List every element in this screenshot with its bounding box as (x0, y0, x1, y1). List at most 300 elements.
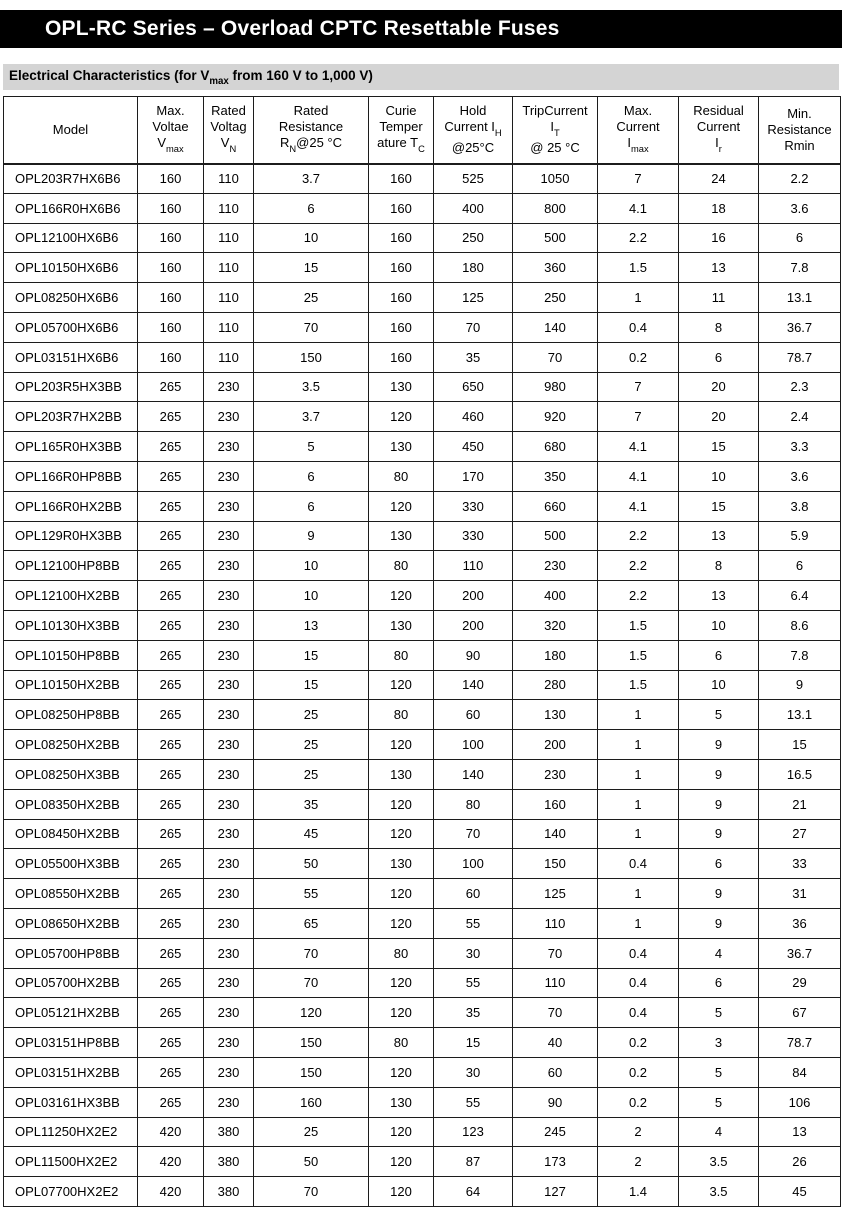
column-header-max-current: Max. Current $I_{max}$ (598, 97, 679, 164)
cell-min-resistance: 6 (759, 223, 841, 253)
cell-residual-current: 3.5 (679, 1147, 759, 1177)
cell-min-resistance: 6 (759, 551, 841, 581)
cell-model: OPL203R7HX2BB (4, 402, 138, 432)
cell-hold-current: 55 (434, 1087, 513, 1117)
cell-residual-current: 5 (679, 1087, 759, 1117)
cell-curie-temperature: 80 (369, 461, 434, 491)
cell-model: OPL08250HX6B6 (4, 283, 138, 313)
table-row (4, 670, 841, 700)
cell-max-current: 1 (598, 908, 679, 938)
cell-max-current: 2.2 (598, 551, 679, 581)
cell-model: OPL12100HP8BB (4, 551, 138, 581)
table-row (4, 1117, 841, 1147)
cell-rated-resistance: 25 (254, 283, 369, 313)
cell-hold-current: 60 (434, 700, 513, 730)
cell-curie-temperature: 160 (369, 253, 434, 283)
cell-rated-voltage: 230 (204, 849, 254, 879)
cell-curie-temperature: 130 (369, 610, 434, 640)
cell-max-current: 2.2 (598, 223, 679, 253)
column-header-rated-resistance: Rated Resistance $R_N@25$ °C (254, 97, 369, 164)
cell-residual-current: 8 (679, 551, 759, 581)
cell-rated-voltage: 230 (204, 879, 254, 909)
cell-residual-current: 9 (679, 730, 759, 760)
cell-model: OPL03161HX3BB (4, 1087, 138, 1117)
cell-rated-resistance: 10 (254, 551, 369, 581)
cell-max-current: 2 (598, 1147, 679, 1177)
cell-max-current: 4.1 (598, 432, 679, 462)
cell-curie-temperature: 80 (369, 1028, 434, 1058)
table-row (4, 819, 841, 849)
cell-residual-current: 6 (679, 640, 759, 670)
cell-rated-resistance: 6 (254, 461, 369, 491)
cell-curie-temperature: 120 (369, 908, 434, 938)
cell-curie-temperature: 130 (369, 372, 434, 402)
cell-residual-current: 6 (679, 342, 759, 372)
cell-min-resistance: 78.7 (759, 342, 841, 372)
cell-model: OPL203R7HX6B6 (4, 164, 138, 194)
cell-rated-resistance: 150 (254, 1028, 369, 1058)
cell-trip-current: 920 (513, 402, 598, 432)
cell-model: OPL10150HX6B6 (4, 253, 138, 283)
cell-curie-temperature: 80 (369, 938, 434, 968)
cell-residual-current: 8 (679, 312, 759, 342)
cell-hold-current: 200 (434, 581, 513, 611)
cell-min-resistance: 67 (759, 998, 841, 1028)
table-row (4, 581, 841, 611)
cell-hold-current: 330 (434, 521, 513, 551)
cell-min-resistance: 78.7 (759, 1028, 841, 1058)
cell-max-current: 4.1 (598, 193, 679, 223)
cell-curie-temperature: 120 (369, 1147, 434, 1177)
cell-max-current: 2.2 (598, 521, 679, 551)
cell-max-voltage: 160 (138, 223, 204, 253)
cell-rated-resistance: 5 (254, 432, 369, 462)
cell-trip-current: 140 (513, 819, 598, 849)
cell-min-resistance: 2.4 (759, 402, 841, 432)
cell-rated-voltage: 230 (204, 1028, 254, 1058)
cell-curie-temperature: 80 (369, 640, 434, 670)
cell-curie-temperature: 120 (369, 968, 434, 998)
cell-curie-temperature: 120 (369, 789, 434, 819)
table-row (4, 1177, 841, 1207)
cell-curie-temperature: 160 (369, 193, 434, 223)
cell-rated-voltage: 230 (204, 670, 254, 700)
cell-rated-voltage: 380 (204, 1147, 254, 1177)
cell-hold-current: 80 (434, 789, 513, 819)
table-row (4, 998, 841, 1028)
cell-model: OPL11500HX2E2 (4, 1147, 138, 1177)
cell-min-resistance: 27 (759, 819, 841, 849)
cell-residual-current: 4 (679, 938, 759, 968)
table-row (4, 432, 841, 462)
cell-max-current: 1 (598, 759, 679, 789)
cell-hold-current: 650 (434, 372, 513, 402)
cell-curie-temperature: 130 (369, 849, 434, 879)
cell-min-resistance: 6.4 (759, 581, 841, 611)
table-row (4, 223, 841, 253)
table-row (4, 730, 841, 760)
cell-max-voltage: 265 (138, 700, 204, 730)
cell-residual-current: 4 (679, 1117, 759, 1147)
cell-max-current: 4.1 (598, 491, 679, 521)
cell-hold-current: 100 (434, 730, 513, 760)
column-header-curie-temperature: Curie Temper ature $T_C$ (369, 97, 434, 164)
table-row (4, 521, 841, 551)
cell-trip-current: 40 (513, 1028, 598, 1058)
cell-model: OPL03151HX2BB (4, 1057, 138, 1087)
cell-min-resistance: 31 (759, 879, 841, 909)
cell-max-voltage: 265 (138, 1057, 204, 1087)
cell-model: OPL08250HP8BB (4, 700, 138, 730)
cell-rated-resistance: 25 (254, 730, 369, 760)
table-body (4, 164, 841, 1207)
cell-hold-current: 330 (434, 491, 513, 521)
cell-trip-current: 280 (513, 670, 598, 700)
cell-model: OPL166R0HX6B6 (4, 193, 138, 223)
cell-rated-resistance: 3.5 (254, 372, 369, 402)
table-row (4, 193, 841, 223)
page-title: OPL-RC Series – Overload CPTC Resettable Fuses (45, 17, 560, 40)
cell-rated-voltage: 230 (204, 819, 254, 849)
cell-max-voltage: 160 (138, 253, 204, 283)
cell-hold-current: 180 (434, 253, 513, 283)
cell-rated-resistance: 25 (254, 1117, 369, 1147)
cell-model: OPL10150HP8BB (4, 640, 138, 670)
cell-min-resistance: 36.7 (759, 938, 841, 968)
cell-rated-voltage: 230 (204, 581, 254, 611)
cell-max-voltage: 160 (138, 342, 204, 372)
cell-rated-resistance: 45 (254, 819, 369, 849)
cell-rated-resistance: 9 (254, 521, 369, 551)
cell-rated-voltage: 110 (204, 164, 254, 194)
cell-max-current: 1 (598, 879, 679, 909)
cell-min-resistance: 5.9 (759, 521, 841, 551)
cell-rated-resistance: 3.7 (254, 164, 369, 194)
cell-trip-current: 400 (513, 581, 598, 611)
table-row (4, 938, 841, 968)
cell-rated-voltage: 230 (204, 640, 254, 670)
table-row (4, 700, 841, 730)
cell-max-current: 0.4 (598, 312, 679, 342)
cell-max-voltage: 265 (138, 968, 204, 998)
section-heading: Electrical Characteristics (for $V_{max}$ from 160 V to 1,000 V) (9, 67, 373, 88)
cell-hold-current: 55 (434, 908, 513, 938)
cell-rated-voltage: 110 (204, 223, 254, 253)
cell-max-current: 1.4 (598, 1177, 679, 1207)
cell-rated-voltage: 380 (204, 1177, 254, 1207)
column-header-min-resistance: Min. Resistance Rmin (759, 97, 841, 164)
cell-curie-temperature: 80 (369, 700, 434, 730)
cell-rated-voltage: 230 (204, 461, 254, 491)
cell-rated-resistance: 70 (254, 938, 369, 968)
cell-residual-current: 10 (679, 670, 759, 700)
cell-trip-current: 320 (513, 610, 598, 640)
cell-max-current: 1 (598, 283, 679, 313)
cell-residual-current: 13 (679, 521, 759, 551)
cell-residual-current: 9 (679, 879, 759, 909)
cell-hold-current: 35 (434, 998, 513, 1028)
cell-trip-current: 150 (513, 849, 598, 879)
cell-curie-temperature: 120 (369, 819, 434, 849)
cell-max-current: 4.1 (598, 461, 679, 491)
table-row (4, 402, 841, 432)
cell-model: OPL03151HX6B6 (4, 342, 138, 372)
cell-max-current: 0.2 (598, 1057, 679, 1087)
table-row (4, 1147, 841, 1177)
electrical-characteristics-table (3, 96, 841, 1207)
cell-model: OPL08350HX2BB (4, 789, 138, 819)
cell-curie-temperature: 80 (369, 551, 434, 581)
cell-rated-resistance: 25 (254, 700, 369, 730)
cell-residual-current: 9 (679, 908, 759, 938)
cell-model: OPL08250HX3BB (4, 759, 138, 789)
cell-max-voltage: 265 (138, 372, 204, 402)
cell-curie-temperature: 160 (369, 283, 434, 313)
cell-curie-temperature: 160 (369, 342, 434, 372)
cell-curie-temperature: 130 (369, 1087, 434, 1117)
cell-hold-current: 87 (434, 1147, 513, 1177)
cell-curie-temperature: 120 (369, 998, 434, 1028)
cell-rated-voltage: 110 (204, 283, 254, 313)
cell-curie-temperature: 120 (369, 491, 434, 521)
cell-max-current: 7 (598, 402, 679, 432)
cell-min-resistance: 3.6 (759, 461, 841, 491)
cell-rated-resistance: 65 (254, 908, 369, 938)
cell-model: OPL08650HX2BB (4, 908, 138, 938)
cell-rated-voltage: 110 (204, 193, 254, 223)
cell-rated-resistance: 6 (254, 491, 369, 521)
cell-trip-current: 130 (513, 700, 598, 730)
cell-rated-resistance: 150 (254, 342, 369, 372)
cell-hold-current: 200 (434, 610, 513, 640)
cell-trip-current: 230 (513, 551, 598, 581)
cell-max-voltage: 265 (138, 402, 204, 432)
cell-model: OPL08250HX2BB (4, 730, 138, 760)
cell-rated-resistance: 120 (254, 998, 369, 1028)
cell-hold-current: 170 (434, 461, 513, 491)
table-row (4, 849, 841, 879)
cell-rated-resistance: 150 (254, 1057, 369, 1087)
cell-curie-temperature: 120 (369, 1057, 434, 1087)
cell-curie-temperature: 130 (369, 521, 434, 551)
cell-hold-current: 400 (434, 193, 513, 223)
cell-rated-resistance: 15 (254, 253, 369, 283)
cell-trip-current: 90 (513, 1087, 598, 1117)
cell-rated-voltage: 230 (204, 759, 254, 789)
cell-hold-current: 60 (434, 879, 513, 909)
cell-residual-current: 18 (679, 193, 759, 223)
cell-max-voltage: 265 (138, 1028, 204, 1058)
cell-max-voltage: 265 (138, 1087, 204, 1117)
cell-rated-voltage: 230 (204, 372, 254, 402)
cell-model: OPL05700HX6B6 (4, 312, 138, 342)
cell-trip-current: 500 (513, 223, 598, 253)
cell-residual-current: 10 (679, 610, 759, 640)
cell-residual-current: 5 (679, 1057, 759, 1087)
cell-rated-voltage: 230 (204, 402, 254, 432)
cell-max-voltage: 160 (138, 164, 204, 194)
cell-min-resistance: 3.8 (759, 491, 841, 521)
cell-residual-current: 9 (679, 759, 759, 789)
table-row (4, 908, 841, 938)
cell-hold-current: 70 (434, 819, 513, 849)
table-row (4, 1028, 841, 1058)
cell-residual-current: 20 (679, 402, 759, 432)
table-row (4, 283, 841, 313)
cell-model: OPL166R0HX2BB (4, 491, 138, 521)
cell-residual-current: 9 (679, 819, 759, 849)
table-row (4, 1057, 841, 1087)
cell-rated-voltage: 380 (204, 1117, 254, 1147)
cell-rated-resistance: 70 (254, 968, 369, 998)
cell-trip-current: 360 (513, 253, 598, 283)
cell-hold-current: 125 (434, 283, 513, 313)
cell-hold-current: 64 (434, 1177, 513, 1207)
cell-rated-voltage: 230 (204, 432, 254, 462)
table-row (4, 372, 841, 402)
cell-rated-voltage: 110 (204, 253, 254, 283)
cell-residual-current: 20 (679, 372, 759, 402)
cell-rated-voltage: 230 (204, 551, 254, 581)
cell-max-current: 0.2 (598, 342, 679, 372)
cell-rated-voltage: 110 (204, 342, 254, 372)
column-header-hold-current: Hold Current $I_H$ @25°C (434, 97, 513, 164)
cell-trip-current: 200 (513, 730, 598, 760)
cell-max-voltage: 265 (138, 610, 204, 640)
cell-max-voltage: 265 (138, 640, 204, 670)
cell-min-resistance: 13 (759, 1117, 841, 1147)
cell-min-resistance: 2.2 (759, 164, 841, 194)
cell-max-voltage: 265 (138, 730, 204, 760)
cell-min-resistance: 84 (759, 1057, 841, 1087)
cell-curie-temperature: 120 (369, 581, 434, 611)
cell-model: OPL03151HP8BB (4, 1028, 138, 1058)
cell-rated-resistance: 25 (254, 759, 369, 789)
cell-min-resistance: 2.3 (759, 372, 841, 402)
cell-rated-voltage: 230 (204, 938, 254, 968)
cell-trip-current: 800 (513, 193, 598, 223)
cell-residual-current: 15 (679, 432, 759, 462)
table-row (4, 164, 841, 194)
cell-curie-temperature: 160 (369, 223, 434, 253)
table-row (4, 342, 841, 372)
cell-hold-current: 35 (434, 342, 513, 372)
cell-max-voltage: 265 (138, 432, 204, 462)
cell-max-voltage: 265 (138, 908, 204, 938)
cell-model: OPL08450HX2BB (4, 819, 138, 849)
table-row (4, 253, 841, 283)
cell-max-voltage: 265 (138, 461, 204, 491)
table-row (4, 312, 841, 342)
table-header-row (4, 97, 841, 164)
cell-max-current: 2.2 (598, 581, 679, 611)
cell-max-voltage: 265 (138, 789, 204, 819)
cell-max-current: 0.4 (598, 998, 679, 1028)
cell-min-resistance: 26 (759, 1147, 841, 1177)
cell-curie-temperature: 160 (369, 312, 434, 342)
cell-max-current: 1 (598, 730, 679, 760)
cell-min-resistance: 7.8 (759, 640, 841, 670)
cell-curie-temperature: 130 (369, 759, 434, 789)
cell-curie-temperature: 120 (369, 1117, 434, 1147)
cell-residual-current: 15 (679, 491, 759, 521)
cell-max-voltage: 420 (138, 1177, 204, 1207)
cell-trip-current: 140 (513, 312, 598, 342)
cell-trip-current: 230 (513, 759, 598, 789)
cell-model: OPL11250HX2E2 (4, 1117, 138, 1147)
cell-trip-current: 173 (513, 1147, 598, 1177)
cell-residual-current: 6 (679, 968, 759, 998)
cell-min-resistance: 36.7 (759, 312, 841, 342)
cell-model: OPL203R5HX3BB (4, 372, 138, 402)
cell-max-current: 0.2 (598, 1028, 679, 1058)
cell-max-voltage: 265 (138, 551, 204, 581)
cell-rated-voltage: 230 (204, 908, 254, 938)
cell-rated-voltage: 230 (204, 610, 254, 640)
cell-residual-current: 10 (679, 461, 759, 491)
cell-max-current: 1 (598, 819, 679, 849)
cell-curie-temperature: 160 (369, 164, 434, 194)
table-row (4, 610, 841, 640)
cell-rated-voltage: 230 (204, 998, 254, 1028)
cell-hold-current: 100 (434, 849, 513, 879)
cell-hold-current: 450 (434, 432, 513, 462)
cell-max-voltage: 265 (138, 491, 204, 521)
cell-residual-current: 9 (679, 789, 759, 819)
cell-max-voltage: 265 (138, 759, 204, 789)
cell-curie-temperature: 130 (369, 432, 434, 462)
cell-trip-current: 160 (513, 789, 598, 819)
cell-max-current: 1.5 (598, 610, 679, 640)
cell-hold-current: 460 (434, 402, 513, 432)
cell-max-current: 0.4 (598, 849, 679, 879)
cell-model: OPL05121HX2BB (4, 998, 138, 1028)
cell-rated-resistance: 10 (254, 581, 369, 611)
cell-model: OPL08550HX2BB (4, 879, 138, 909)
cell-curie-temperature: 120 (369, 879, 434, 909)
table-row (4, 1087, 841, 1117)
cell-rated-voltage: 230 (204, 521, 254, 551)
cell-min-resistance: 33 (759, 849, 841, 879)
cell-min-resistance: 9 (759, 670, 841, 700)
cell-trip-current: 127 (513, 1177, 598, 1207)
cell-rated-voltage: 230 (204, 968, 254, 998)
cell-max-voltage: 420 (138, 1147, 204, 1177)
cell-rated-voltage: 230 (204, 1057, 254, 1087)
cell-min-resistance: 15 (759, 730, 841, 760)
cell-trip-current: 245 (513, 1117, 598, 1147)
cell-model: OPL166R0HP8BB (4, 461, 138, 491)
table-row (4, 491, 841, 521)
cell-hold-current: 30 (434, 1057, 513, 1087)
table-row (4, 551, 841, 581)
cell-hold-current: 250 (434, 223, 513, 253)
cell-max-current: 1.5 (598, 640, 679, 670)
cell-trip-current: 70 (513, 342, 598, 372)
cell-model: OPL05700HX2BB (4, 968, 138, 998)
cell-rated-resistance: 70 (254, 312, 369, 342)
cell-model: OPL07700HX2E2 (4, 1177, 138, 1207)
cell-max-current: 2 (598, 1117, 679, 1147)
cell-rated-resistance: 50 (254, 1147, 369, 1177)
cell-hold-current: 70 (434, 312, 513, 342)
cell-residual-current: 16 (679, 223, 759, 253)
column-header-max-voltage: Max. Voltae $V_{max}$ (138, 97, 204, 164)
column-header-trip-current: TripCurrent $I_T$ @ 25 °C (513, 97, 598, 164)
cell-curie-temperature: 120 (369, 670, 434, 700)
cell-trip-current: 180 (513, 640, 598, 670)
cell-max-voltage: 160 (138, 193, 204, 223)
